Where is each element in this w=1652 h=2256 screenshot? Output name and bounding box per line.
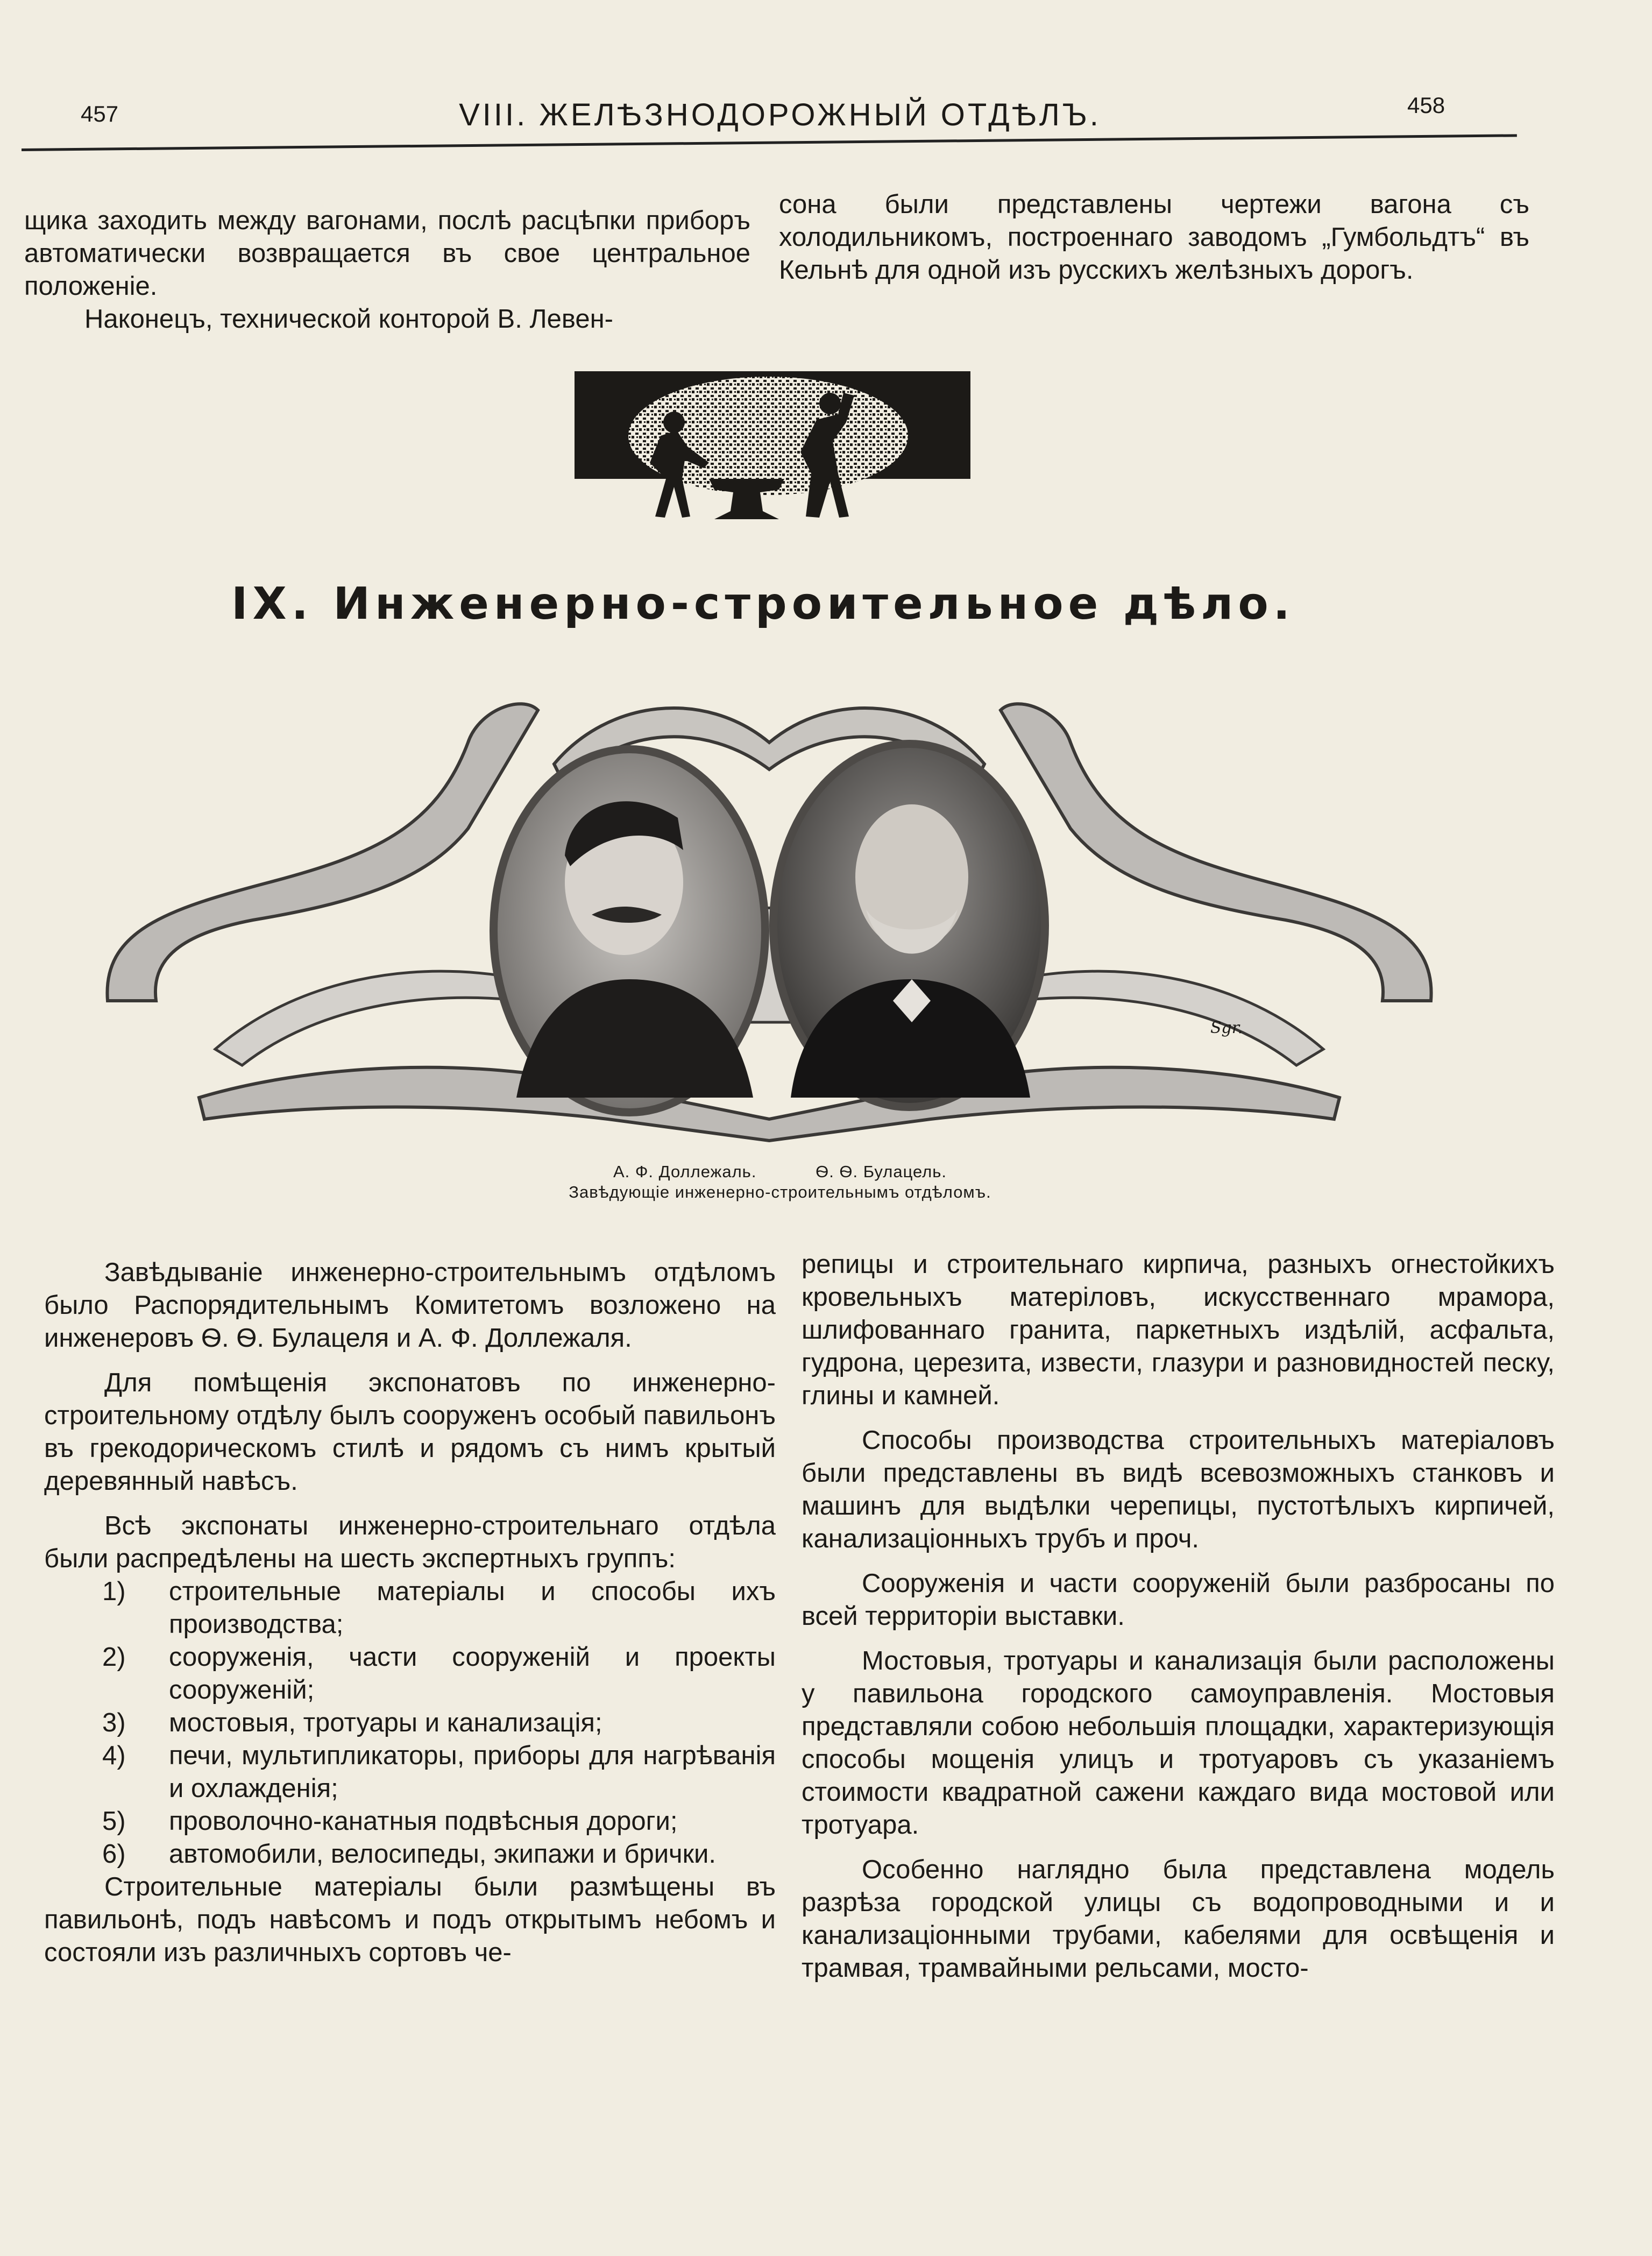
paragraph: Завѣдываніе инженерно-строительнымъ отдѣломъ было Распорядительнымъ Комитетомъ возложено на инженеровъ Ѳ. Ѳ. Булацеля и А. Ф. Доллежаля. [44, 1258, 776, 1353]
list-item: 6) автомобили, велосипеды, экипажи и брички. [102, 1840, 717, 1869]
list-item: 2) сооруженія, части сооруженій и проекты сооруженій; [102, 1643, 776, 1705]
top-left-column [24, 204, 750, 336]
paragraph: Для помѣщенія экспонатовъ по инженерно-строительному отдѣлу былъ сооруженъ особый павильонъ въ грекодорическомъ стилѣ и рядомъ съ нимъ крытый деревянный навѣсъ. [44, 1368, 776, 1496]
paragraph: репицы и строительнаго кирпича, разныхъ огнестойкихъ кровельныхъ матеріловъ, искусственнаго мрамора, шлифованнаго гранита, паркетныхъ издѣлій, асфальта, гудрона, церезита, извести, глазури и разновидностей песку, глины и камней. [802, 1250, 1555, 1410]
running-head: VIII. ЖЕЛѢЗНОДОРОЖНЫЙ ОТДѢЛЪ. [459, 97, 1101, 132]
top-right-column [779, 188, 1529, 287]
paragraph: Мостовыя, тротуары и канализація были расположены у павильона городского самоуправленія. Мостовыя представляли собою небольшія площадки, характеризующія способы мощенія улицъ и тротуаровъ съ указаніемъ стоимости квадратной сажени каждаго вида мостовой или тротуара. [802, 1646, 1555, 1840]
paragraph: Строительные матеріалы были размѣщены въ павильонѣ, подъ навѣсомъ и подъ открытымъ небомъ и состояли изъ различныхъ сортовъ че- [44, 1872, 776, 1967]
section-title: IX. Инженерно-строительное дѣло. [231, 578, 1295, 630]
list-item: 5) проволочно-канатныя подвѣсныя дороги; [102, 1807, 678, 1836]
figure-caption: Завѣдующіе инженерно-строительнымъ отдѣломъ. [569, 1183, 991, 1201]
paragraph: Сооруженія и части сооруженій были разбросаны по всей территоріи выставки. [802, 1569, 1555, 1631]
portrait-ornament-frame [91, 678, 1447, 1151]
paragraph: Наконецъ, технической конторой В. Левен- [84, 305, 613, 334]
page-number-left: 457 [81, 101, 119, 126]
figure-caption-names [511, 1162, 1049, 1182]
paragraph: Способы производства строительныхъ матеріаловъ были представлены въ видѣ всевозможныхъ станковъ и машинъ для выдѣлки черепицы, пустотѣлыхъ кирпичей, канализаціонныхъ трубъ и проч. [802, 1426, 1555, 1553]
artist-signature: Sgr. [1210, 1019, 1243, 1037]
blacksmith-vignette-image [575, 371, 970, 527]
right-column [802, 1248, 1555, 1985]
paragraph: Особенно наглядно была представлена модель разрѣза городской улицы съ водопроводными и и канализаціонными трубами, кабелями для освѣщенія и трамвая, трамвайными рельсами, мосто- [802, 1855, 1555, 1983]
list-item: 1) строительные матеріалы и способы ихъ производства; [102, 1577, 776, 1639]
caption-name: А. Ф. Доллежаль. [613, 1162, 757, 1181]
left-column [44, 1256, 776, 1969]
paragraph: щика заходить между вагонами, послѣ расцѣпки приборъ автоматически возвращается въ свое центральное положеніе. [24, 206, 750, 301]
paragraph: Всѣ экспонаты инженерно-строительнаго отдѣла были распредѣлены на шесть экспертныхъ группъ: [44, 1511, 776, 1573]
header-rule [22, 134, 1517, 151]
list-item: 4) печи, мультипликаторы, приборы для нагрѣванія и охлажденія; [102, 1741, 776, 1803]
list-item: 3) мостовыя, тротуары и канализація; [102, 1708, 602, 1737]
page-number-right: 458 [1407, 93, 1445, 118]
paragraph: сона были представлены чертежи вагона съ холодильникомъ, построеннаго заводомъ „Гумбольдтъ“ въ Кельнѣ для одной изъ русскихъ желѣзныхъ дорогъ. [779, 190, 1529, 285]
caption-name: Ѳ. Ѳ. Булацель. [816, 1162, 947, 1181]
